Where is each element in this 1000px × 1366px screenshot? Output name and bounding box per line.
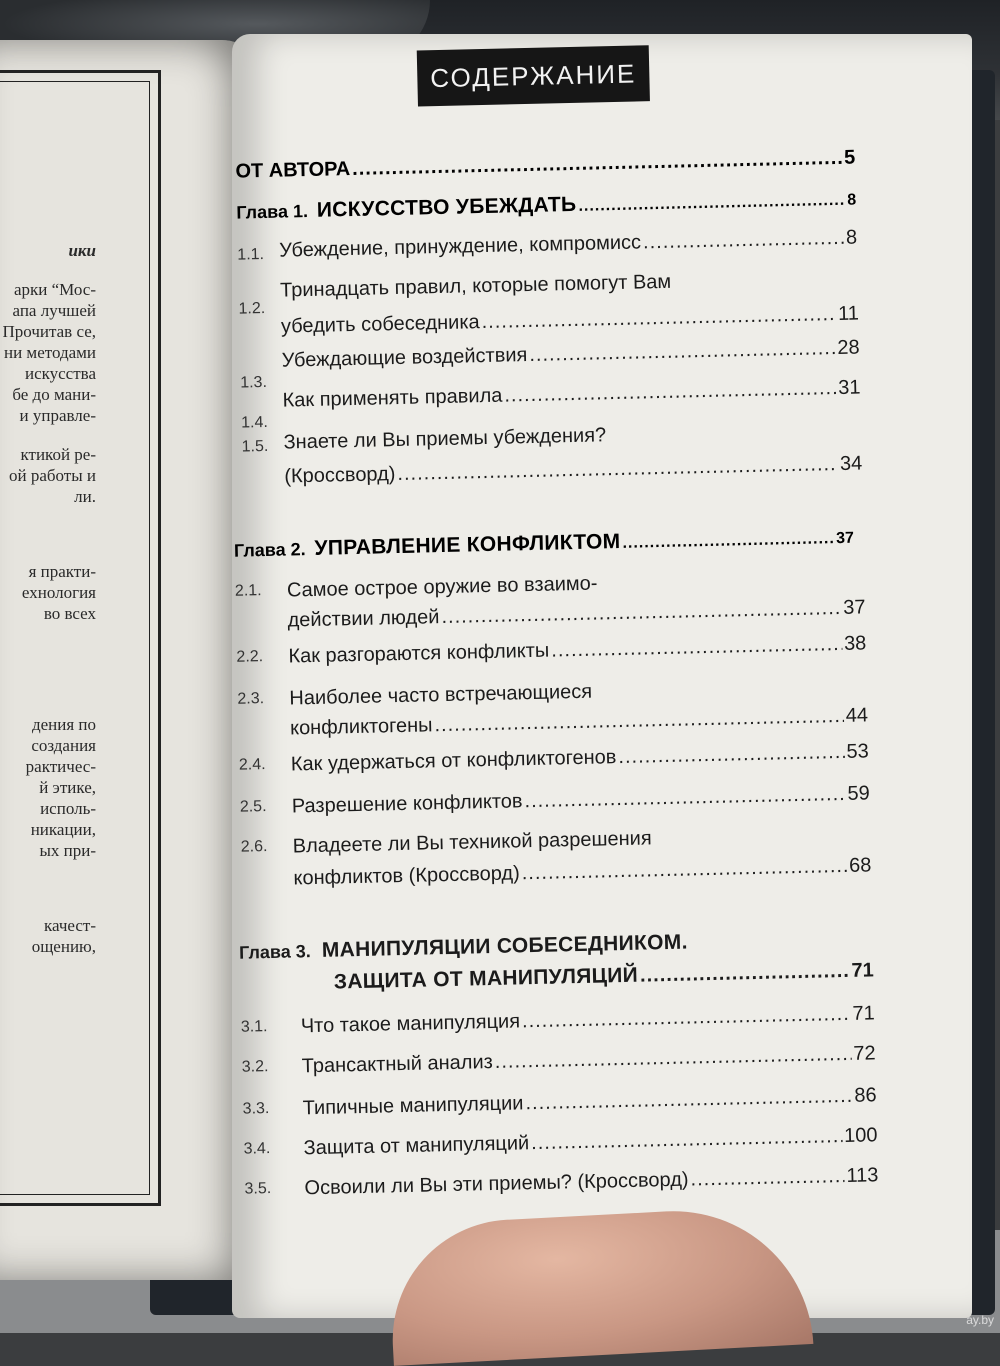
section-title: Как удержаться от конфликтогенов (290, 746, 617, 776)
section-number: 2.1. (234, 582, 262, 600)
page-number: 72 (853, 1042, 876, 1065)
section-number: 3.5. (244, 1180, 272, 1198)
section-number: 1.1. (237, 245, 265, 264)
leader-dots (690, 1165, 844, 1191)
left-line: ни методами (3, 343, 96, 362)
left-line: исполь- (40, 799, 96, 818)
leader-dots (481, 303, 836, 334)
toc-title: СОДЕРЖАНИЕ (417, 45, 650, 106)
section-title: Что такое манипуляция (300, 1010, 521, 1038)
left-line: бе до мани- (12, 385, 96, 404)
page-number: 53 (846, 740, 869, 763)
section-title-continued: конфликтогены (289, 714, 433, 740)
left-line: рактичес- (25, 757, 96, 776)
section-number: 2.4. (238, 756, 266, 774)
page-number: 37 (835, 529, 855, 548)
left-line: Прочитав се, (2, 322, 96, 341)
section-title: Типичные манипуляции (302, 1092, 524, 1120)
toc-chapter-3[interactable] (238, 924, 979, 994)
page-number: 100 (843, 1124, 878, 1148)
page-number: 38 (843, 632, 867, 655)
section-number: 2.3. (237, 690, 265, 708)
leader-dots (525, 1085, 852, 1115)
toc-section[interactable] (232, 630, 972, 668)
watermark: ay.by (966, 1313, 994, 1327)
section-title: Разрешение конфликтов (291, 790, 523, 818)
page-number: 37 (842, 596, 866, 619)
section-number: 2.5. (239, 798, 267, 816)
section-number: 3.1. (240, 1018, 268, 1036)
page-number: 44 (845, 704, 869, 727)
section-title-continued: конфликтов (Кроссворд) (293, 862, 520, 890)
toc-section[interactable] (236, 780, 976, 818)
page-number: 5 (843, 146, 856, 169)
section-title-continued: действии людей (287, 606, 440, 632)
toc-section[interactable] (235, 738, 975, 776)
page-number: 31 (837, 376, 861, 399)
chapter-label: Глава 1. (236, 200, 309, 223)
leader-dots (521, 855, 847, 885)
page-number: 71 (851, 959, 874, 982)
toc-chapter-1[interactable] (236, 187, 856, 225)
section-title: Освоили ли Вы эти приемы? (Кроссворд) (304, 1168, 689, 1200)
leader-dots (524, 783, 845, 813)
page-number: 86 (854, 1084, 877, 1107)
section-title: Владеете ли Вы техникой разрешения (292, 827, 652, 858)
leader-dots (640, 960, 850, 988)
section-title: Тринадцать правил, которые помогут Вам (279, 270, 672, 302)
section-number: 1.4. (240, 413, 269, 432)
toc-section[interactable] (240, 1000, 981, 1038)
toc-section[interactable] (244, 1162, 984, 1200)
left-line: ехнология (21, 583, 96, 602)
page-number: 8 (847, 191, 857, 209)
left-page-text (0, 240, 232, 957)
left-line: ктикой ре- (20, 445, 96, 464)
page-number: 34 (839, 452, 863, 475)
section-title: Знаете ли Вы приемы убеждения? (283, 424, 607, 454)
toc-section[interactable] (233, 672, 973, 740)
toc-section[interactable] (226, 374, 966, 432)
section-number: 1.2. (238, 299, 266, 318)
page-number: 28 (837, 336, 860, 359)
toc-section[interactable] (231, 564, 971, 632)
section-number: 2.6. (240, 838, 268, 856)
section-title-continued: убедить собеседника (280, 311, 480, 338)
section-number: 3.2. (241, 1058, 269, 1076)
chapter-title: МАНИПУЛЯЦИИ СОБЕСЕДНИКОМ. (321, 930, 688, 962)
section-title: Как применять правила (282, 384, 503, 412)
left-line: и управле- (19, 406, 96, 425)
toc-section[interactable] (237, 820, 977, 890)
leader-dots (551, 633, 842, 663)
left-line: апа лучшей (12, 301, 96, 320)
chapter-title: ИСКУССТВО УБЕЖДАТЬ (316, 192, 577, 222)
chapter-label: Глава 2. (233, 539, 306, 561)
leader-dots (352, 147, 843, 181)
left-line: дения по (31, 715, 96, 734)
section-number: 1.5. (241, 437, 269, 456)
left-line: создания (31, 736, 96, 755)
left-line: никации, (30, 820, 96, 839)
toc-section[interactable] (224, 264, 964, 338)
left-line: й этике, (39, 778, 96, 797)
chapter-title-continued: ЗАЩИТА ОТ МАНИПУЛЯЦИЙ (333, 963, 639, 994)
section-title: Трансактный анализ (301, 1051, 494, 1078)
section-number: 2.2. (236, 648, 264, 666)
section-title: Убеждающие воздействия (281, 344, 528, 372)
section-title-continued: (Кроссворд) (284, 463, 396, 488)
leader-dots (622, 530, 834, 553)
toc-section[interactable] (227, 416, 967, 488)
section-title: Защита от манипуляций (303, 1132, 530, 1160)
left-line: арки “Мос- (13, 280, 96, 299)
page-number: 71 (852, 1002, 875, 1025)
leader-dots (441, 597, 841, 629)
chapter-title: УПРАВЛЕНИЕ КОНФЛИКТОМ (314, 529, 621, 560)
section-number: 3.4. (243, 1140, 271, 1158)
section-title: Наиболее часто встречающиеся (289, 680, 593, 710)
leader-dots (504, 377, 836, 408)
toc-section[interactable] (243, 1122, 983, 1160)
leader-dots (434, 705, 844, 737)
left-line: ощению, (31, 937, 96, 956)
toc-chapter-2[interactable] (234, 525, 854, 563)
page-number: 113 (846, 1164, 879, 1188)
section-title: Как разгораются конфликты (288, 639, 550, 668)
table-of-contents (218, 24, 987, 1324)
toc-section[interactable] (242, 1082, 982, 1120)
left-line: во всех (43, 604, 96, 623)
leader-dots (618, 741, 845, 769)
section-number: 3.3. (242, 1100, 270, 1118)
section-title: Самое острое оружие во взаимо- (286, 572, 598, 602)
left-line: ой работы и (8, 466, 96, 485)
left-line: искусства (24, 364, 96, 383)
page-number: 8 (845, 226, 858, 249)
page-number: 68 (848, 854, 872, 877)
toc-section[interactable] (241, 1040, 982, 1078)
section-title: Убеждение, принуждение, компромисс (278, 231, 642, 262)
author-note-title: ОТ АВТОРА (235, 158, 351, 183)
page-number: 59 (847, 782, 870, 805)
left-line: качест- (43, 916, 96, 935)
chapter-label: Глава 3. (238, 941, 311, 963)
left-line: ых при- (39, 841, 96, 860)
left-line: я практи- (28, 562, 96, 581)
page-number: 11 (837, 302, 860, 325)
leader-dots (529, 337, 836, 367)
left-line: ли. (74, 487, 96, 506)
leader-dots (531, 1125, 842, 1155)
leader-dots (578, 192, 845, 216)
toc-author-note[interactable] (235, 147, 855, 184)
leader-dots (643, 227, 844, 255)
leader-dots (495, 1043, 852, 1074)
leader-dots (397, 453, 838, 486)
left-heading-fragment: ики (68, 241, 96, 260)
right-page (232, 34, 972, 1318)
section-number: 1.3. (240, 373, 268, 392)
leader-dots (522, 1003, 851, 1033)
toc-section[interactable] (223, 224, 963, 264)
